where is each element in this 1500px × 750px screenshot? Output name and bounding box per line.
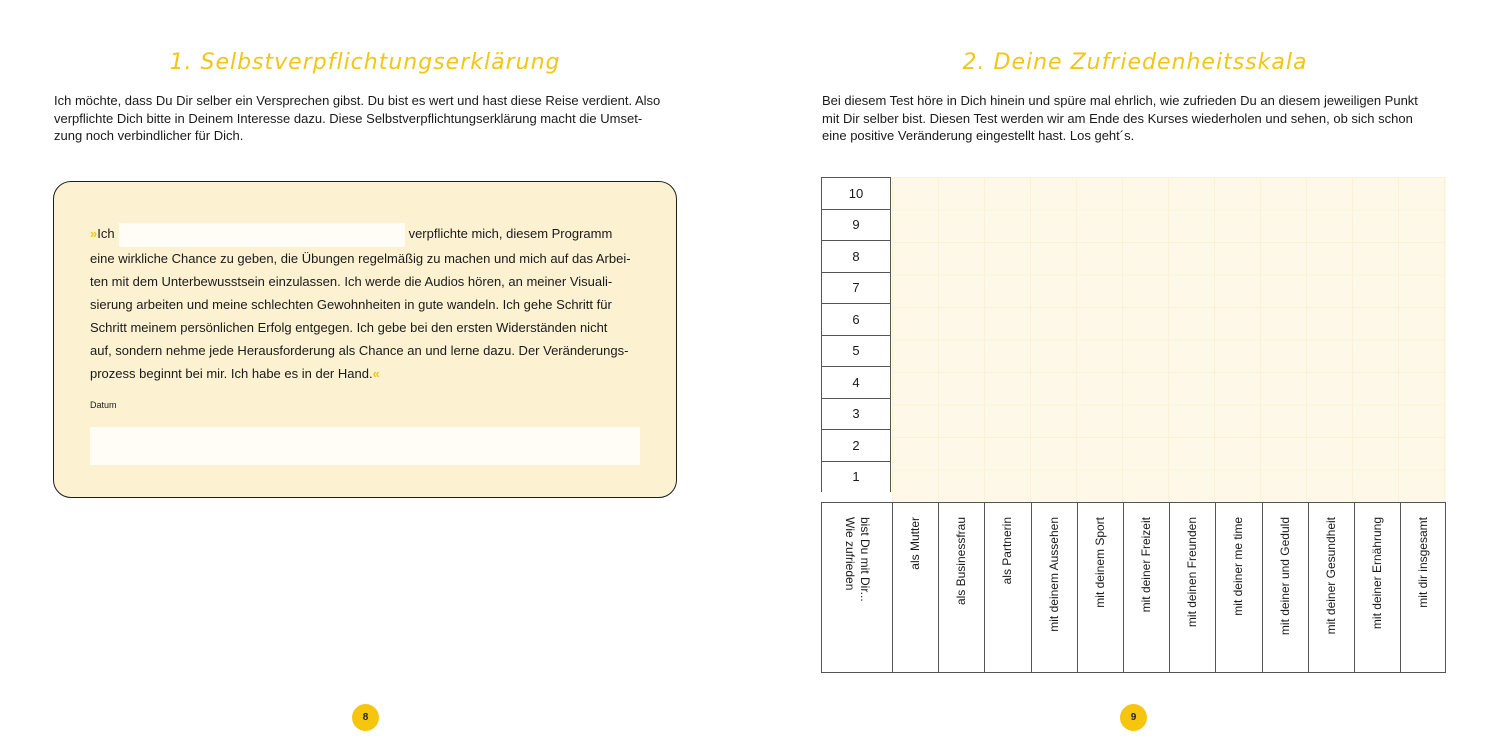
pledge-prefix: Ich [97, 226, 115, 241]
scale-value: 1 [821, 461, 891, 493]
category-label: mit deinem Sport [1092, 517, 1107, 608]
category-column[interactable] [1308, 503, 1354, 673]
pledge-line: auf, sondern nehme jede Herausforderung als Chance an und lerne dazu. Der Veränderungs- [90, 342, 629, 358]
scale-value: 9 [821, 209, 891, 241]
category-label: mit deinen Freunden [1185, 517, 1200, 628]
category-label: mit dir insgesamt [1415, 517, 1430, 608]
rating-grid[interactable] [892, 177, 1446, 503]
pledge-line: Schritt meinem persönlichen Erfolg entgegen. Ich gebe bei den ersten Widerständen nicht [90, 319, 608, 335]
scale-value: 5 [821, 335, 891, 367]
intro-line: Ich möchte, dass Du Dir selber ein Versprechen gibst. Du bist es wert und hast diese Reise verdient. Also [54, 93, 661, 108]
intro-line: Bei diesem Test höre in Dich hinein und spüre mal ehrlich, wie zufrieden Du an diesem jeweiligen Punkt [822, 93, 1418, 108]
intro-line: zung noch verbindlicher für Dich. [54, 128, 244, 143]
pledge-line1-suffix: verpflichte mich, diesem Programm [408, 226, 613, 241]
category-column[interactable] [1400, 503, 1446, 673]
page-title: 1. Selbstverpflichtungserklärung [169, 50, 561, 75]
category-label: mit deinem Aussehen [1046, 517, 1061, 632]
scale-value: 10 [821, 177, 891, 209]
category-label: mit deiner me time [1231, 517, 1246, 616]
date-label: Datum [90, 400, 117, 410]
category-label: als Businessfrau [954, 517, 969, 606]
header-line: Wie zufrieden [843, 517, 857, 591]
intro-line: verpflichte Dich bitte in Deinem Interesse dazu. Diese Selbstverpflichtungserklärung macht die Umset- [54, 110, 643, 126]
scale-value: 4 [821, 366, 891, 398]
scale-value: 8 [821, 240, 891, 272]
category-column[interactable] [892, 503, 938, 673]
pledge-box [53, 181, 677, 498]
pledge-line: eine wirkliche Chance zu geben, die Übungen regelmäßig zu machen und mich auf das Arbei- [90, 250, 631, 266]
intro-text [54, 92, 694, 145]
page-number-badge: 8 [352, 704, 379, 731]
scale-value: 3 [821, 398, 891, 430]
category-label: mit deiner Ernährung [1369, 517, 1384, 630]
scale-value: 7 [821, 272, 891, 304]
intro-line: eine positive Veränderung eingestellt hast. Los geht´s. [822, 128, 1135, 143]
name-input[interactable] [119, 223, 405, 247]
open-quote-icon: » [90, 226, 98, 241]
scale-value: 6 [821, 303, 891, 335]
category-label: mit deiner Gesundheit [1323, 517, 1338, 635]
category-column[interactable] [1123, 503, 1169, 673]
category-column[interactable] [1031, 503, 1077, 673]
page-title: 2. Deine Zufriedenheitsskala [962, 50, 1308, 75]
category-header-label [842, 517, 872, 602]
category-label: mit deiner und Geduld [1277, 517, 1292, 636]
pledge-line: sierung arbeiten und meine schlechten Gewohnheiten in gute wandeln. Ich gehe Schritt für [90, 296, 612, 312]
category-column[interactable] [938, 503, 984, 673]
category-column[interactable] [1354, 503, 1400, 673]
header-line: bist Du mit Dir... [858, 517, 872, 602]
pledge-text [90, 222, 638, 385]
pledge-line [90, 222, 638, 247]
category-header [821, 503, 892, 673]
close-quote-icon: « [372, 365, 380, 381]
category-label: als Partnerin [1000, 517, 1015, 585]
pledge-line: ten mit dem Unterbewusstsein einzulassen. Ich werde die Audios hören, an meiner Visuali- [90, 273, 613, 289]
scale-axis [821, 177, 893, 492]
right-page [750, 0, 1500, 750]
category-label: als Mutter [908, 517, 923, 570]
intro-text [822, 92, 1462, 145]
category-column[interactable] [1077, 503, 1123, 673]
category-columns [821, 502, 1446, 673]
category-column[interactable] [1169, 503, 1215, 673]
pledge-line [90, 362, 638, 385]
category-label: mit deiner Freizeit [1139, 517, 1154, 613]
pledge-last-line: prozess beginnt bei mir. Ich habe es in der Hand. [90, 365, 373, 381]
scale-value: 2 [821, 429, 891, 461]
category-column[interactable] [1262, 503, 1308, 673]
category-column[interactable] [1215, 503, 1261, 673]
date-input[interactable] [90, 427, 640, 465]
category-column[interactable] [984, 503, 1030, 673]
page-number-badge: 9 [1120, 704, 1147, 731]
intro-line: mit Dir selber bist. Diesen Test werden wir am Ende des Kurses wiederholen und sehen, ob sich schon [822, 110, 1413, 126]
